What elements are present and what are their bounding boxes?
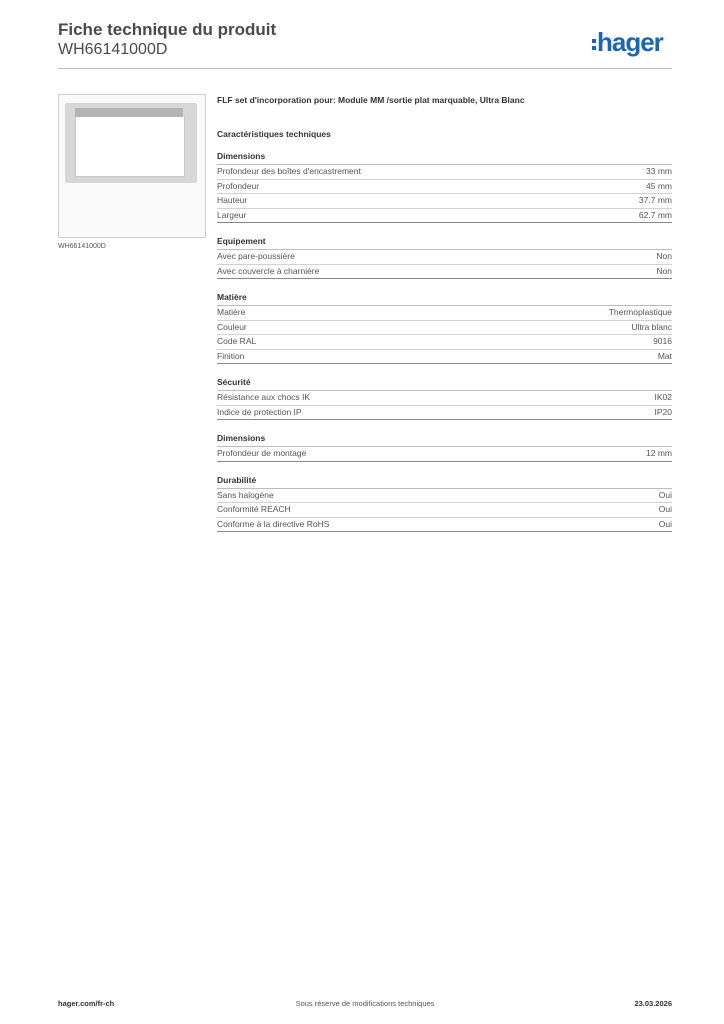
spec-value: 62.7 mm (638, 209, 672, 220)
spec-section (217, 150, 672, 223)
section-title: Matière (217, 291, 672, 306)
spec-label: Conformité REACH (217, 504, 291, 514)
spec-row (217, 265, 672, 280)
spec-label: Avec pare-poussière (217, 251, 295, 261)
section-title: Durabilité (217, 474, 672, 489)
spec-label: Matière (217, 307, 246, 317)
spec-section (217, 432, 672, 462)
document-header (58, 20, 276, 60)
spec-value: IK02 (654, 392, 672, 402)
spec-label: Résistance aux chocs IK (217, 392, 311, 402)
spec-row (217, 503, 672, 518)
spec-value: Non (656, 265, 672, 276)
hager-logo (592, 28, 663, 56)
spec-row (217, 335, 672, 350)
spec-label: Largeur (217, 209, 247, 220)
spec-row (217, 180, 672, 195)
spec-label: Profondeur (217, 180, 260, 191)
spec-row (217, 321, 672, 336)
spec-value: Thermoplastique (608, 307, 672, 317)
spec-label: Couleur (217, 321, 247, 332)
spec-row (217, 391, 672, 406)
spec-section (217, 376, 672, 420)
spec-section (217, 235, 672, 279)
spec-label: Sans halogène (217, 489, 274, 500)
spec-value: Ultra blanc (631, 321, 672, 332)
spec-value: 37.7 mm (638, 195, 672, 205)
spec-label: Conforme à la directive RoHS (217, 518, 330, 529)
spec-value: Oui (658, 504, 672, 514)
spec-value: IP20 (654, 406, 672, 417)
spec-row (217, 406, 672, 421)
spec-value: Oui (658, 518, 672, 529)
section-title: Dimensions (217, 150, 672, 165)
section-title: Equipement (217, 235, 672, 250)
spec-label: Code RAL (217, 336, 257, 346)
spec-row (217, 194, 672, 209)
spec-content (217, 94, 672, 532)
logo-text: hager (597, 27, 663, 57)
image-caption: WH66141000D (58, 243, 106, 250)
tech-specs-heading: Caractéristiques techniques (217, 129, 331, 139)
section-title: Dimensions (217, 432, 672, 447)
footer-date: 23.03.2026 (634, 999, 672, 1008)
spec-row (217, 250, 672, 265)
spec-label: Indice de protection IP (217, 406, 302, 417)
spec-value: 9016 (653, 336, 672, 346)
spec-value: Oui (658, 489, 672, 500)
spec-row (217, 350, 672, 365)
spec-row (217, 165, 672, 180)
spec-value: Mat (657, 350, 672, 361)
logo-dots-icon (592, 36, 596, 53)
plate-illustration (65, 103, 197, 183)
spec-row (217, 518, 672, 533)
spec-section (217, 474, 672, 533)
spec-value: 12 mm (646, 448, 672, 458)
spec-row (217, 447, 672, 462)
spec-row (217, 209, 672, 224)
product-image (58, 94, 206, 238)
footer-website[interactable]: hager.com/fr-ch (58, 999, 115, 1008)
spec-label: Profondeur des boîtes d'encastrement (217, 166, 361, 176)
spec-value: 45 mm (646, 180, 672, 191)
spec-label: Hauteur (217, 195, 248, 205)
spec-value: 33 mm (646, 166, 672, 176)
header-divider (58, 68, 672, 69)
spec-sections (217, 150, 672, 532)
page-title: Fiche technique du produit (58, 20, 277, 39)
product-reference: WH66141000D (58, 41, 168, 58)
product-description: FLF set d'incorporation pour: Module MM /sortie plat marquable, Ultra Blanc (217, 95, 525, 105)
footer-note: Sous réserve de modifications techniques (295, 999, 435, 1008)
spec-section (217, 291, 672, 364)
spec-value: Non (656, 251, 672, 261)
spec-label: Finition (217, 350, 245, 361)
spec-row (217, 306, 672, 321)
section-title: Sécurité (217, 376, 672, 391)
spec-row (217, 489, 672, 504)
spec-label: Profondeur de montage (217, 448, 307, 458)
spec-label: Avec couvercle à charnière (217, 265, 320, 276)
